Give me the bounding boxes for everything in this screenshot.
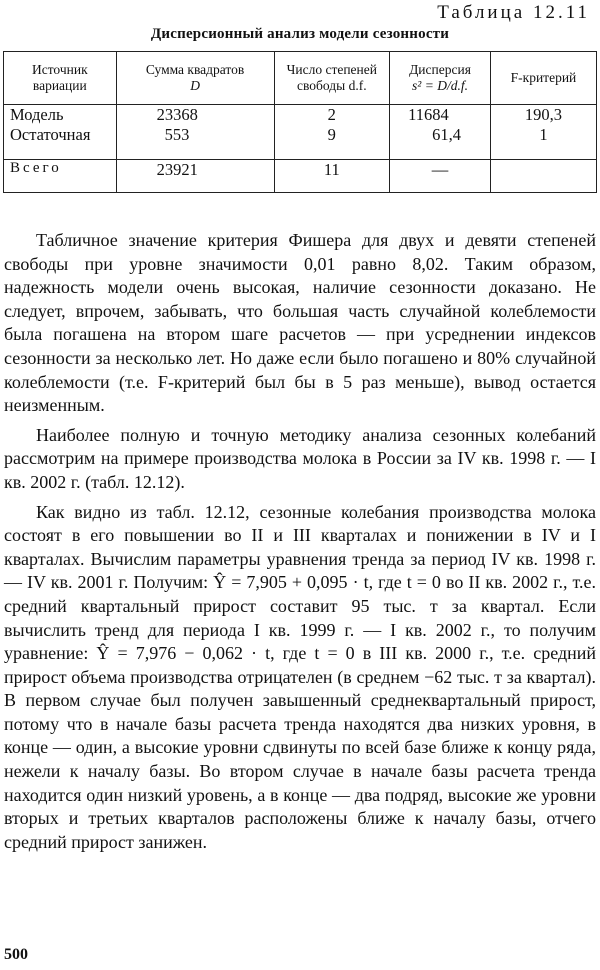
- row-residual-df: 9: [327, 125, 336, 144]
- header-var-line1: Дисперсия: [409, 62, 471, 77]
- header-ss-line2: D: [190, 78, 200, 93]
- header-f-criterion: [490, 52, 596, 105]
- row-residual-variance: 61,4: [432, 125, 461, 144]
- row-model-df: 2: [327, 105, 336, 124]
- header-df-line2: свободы d.f.: [297, 78, 367, 93]
- table-number: Таблица 12.11: [437, 2, 590, 23]
- cell-sum-squares: [116, 105, 274, 160]
- page-number: 500: [4, 946, 28, 963]
- header-df-line1: Число степеней: [286, 62, 377, 77]
- row-model-source: Модель: [10, 105, 64, 124]
- cell-f: [490, 105, 596, 160]
- table-title: Дисперсионный анализ модели сезонности: [150, 26, 450, 42]
- total-df: 11: [274, 160, 390, 193]
- row-model-variance: 11684: [408, 105, 449, 124]
- table-header-row: [4, 52, 597, 105]
- total-ss: 23921: [116, 160, 274, 193]
- body-text: [4, 229, 596, 860]
- anova-table: [3, 51, 597, 193]
- paragraph-trend: Как видно из табл. 12.12, сезонные колебания производства молока состоят в его повышении во II и III кварталах и понижении в IV и I кварталах. Вычислим параметры уравнения тренда за период IV кв. 1998 г. — IV кв. 2001 г. Получим: Ŷ = 7,905 + 0,095 · t, где t = 0 во II кв. 2002 г., т.е. средний квартальный прирост составит 95 тыс. т за квартал. Если вычислить тренд для периода I кв. 1999 г. — I кв. 2002 г., то получим уравнение: Ŷ = 7,976 − 0,062 · t, где t = 0 в III кв. 2000 г., т.е. средний прирост объема производства отрицателен (в среднем −62 тыс. т за квартал). В первом случае был получен завышенный среднеквартальный прирост, потому что в начале базы расчета тренда находятся два низких уровня, в конце — один, а высокие уровни сдвинуты по всей базе ближе к концу ряда, нежели к началу базы. Во втором случае в начале базы расчета тренда находится один низкий уровень, а в конце — два подряд, высокие же уровни вторых и третьих кварталов расположены ближе к началу базы, отчего средний прирост занижен.: [4, 501, 596, 852]
- paragraph-method: Наиболее полную и точную методику анализа сезонных колебаний рассмотрим на примере производства молока в России за IV кв. 1998 г. — I кв. 2002 г. (табл. 12.12).: [4, 424, 596, 492]
- total-f: [490, 160, 596, 193]
- table-row-data: [4, 105, 597, 160]
- table-row-total: [4, 160, 597, 193]
- paragraph-fisher: Табличное значение критерия Фишера для двух и девяти степеней свободы при уровне значимости 0,01 равно 8,02. Таким образом, надежность модели очень высокая, наличие сезонности доказано. Не следует, впрочем, забывать, что большая часть случайной колеблемости была погашена на втором шаге расчетов — при усреднении индексов сезонности за несколько лет. Но даже если было погашено и 80% случайной колеблемости (т.е. F-критерий был бы в 5 раз меньше), вывод остается неизменным.: [4, 230, 596, 416]
- header-source-line1: Источник: [31, 62, 88, 77]
- header-variance: [390, 52, 491, 105]
- header-var-line2: s² = D/d.f.: [412, 78, 468, 93]
- header-df: [274, 52, 390, 105]
- row-residual-f: 1: [539, 125, 548, 144]
- cell-source: [4, 105, 117, 160]
- cell-df: [274, 105, 390, 160]
- header-source: [4, 52, 117, 105]
- row-model-ss: 23368: [156, 105, 198, 124]
- row-residual-source: Остаточная: [10, 125, 91, 144]
- total-source: Всего: [4, 160, 117, 193]
- row-residual-ss: 553: [164, 125, 190, 144]
- header-ss-line1: Сумма квадратов: [145, 62, 245, 77]
- total-variance: —: [390, 160, 491, 193]
- header-f-line1: F-критерий: [510, 70, 577, 85]
- header-sum-squares: [116, 52, 274, 105]
- header-source-line2: вариации: [32, 78, 87, 93]
- row-model-f: 190,3: [524, 105, 563, 124]
- cell-variance: [390, 105, 491, 160]
